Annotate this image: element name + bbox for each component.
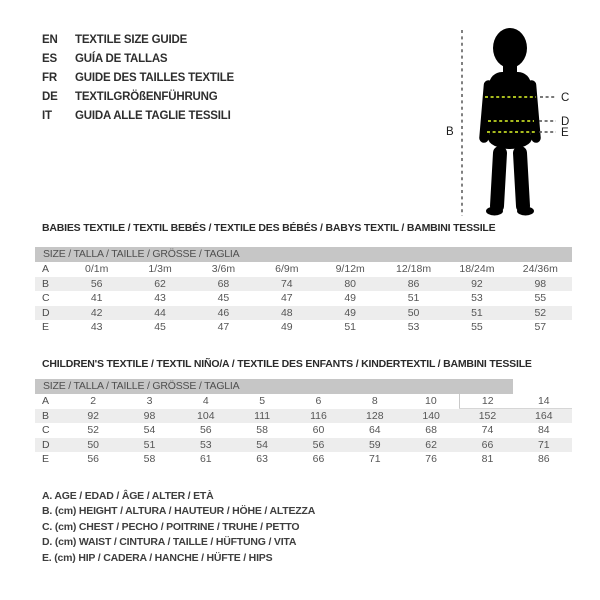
language-title: TEXTILGRÖßENFÜHRUNG (75, 91, 218, 103)
size-cell: 68 (425, 424, 437, 437)
child-measurement-figure (435, 12, 600, 227)
child-silhouette-diagram (435, 12, 600, 227)
size-cell: 140 (422, 409, 440, 422)
size-cell: 44 (154, 306, 166, 319)
table-row (35, 438, 572, 453)
size-cell: 56 (90, 277, 103, 290)
legend-item: B. (cm) HEIGHT / ALTURA / HAUTEUR / HÖHE / ALTEZZA (42, 505, 316, 518)
size-cell: 86 (407, 277, 420, 290)
size-cell: 4 (202, 395, 209, 408)
legend-item: D. (cm) WAIST / CINTURA / TAILLE / HÜFTUNG / VITA (42, 536, 297, 549)
babies-size-table (35, 262, 572, 335)
size-cell: 45 (154, 321, 166, 334)
size-cell: 9/12m (335, 263, 365, 276)
language-title-row (42, 107, 234, 126)
size-cell: 51 (471, 306, 483, 319)
size-cell: 55 (471, 321, 483, 334)
size-cell: 53 (407, 321, 420, 334)
size-cell: 59 (368, 438, 381, 451)
size-cell: 5 (259, 395, 266, 408)
language-title: GUIDE DES TAILLES TEXTILE (75, 72, 234, 84)
size-cell: 8 (371, 395, 378, 408)
size-cell: 104 (197, 409, 215, 422)
size-cell: 98 (534, 277, 547, 290)
legend-item: E. (cm) HIP / CADERA / HANCHE / HÜFTE / HIPS (42, 551, 273, 564)
size-cell: 152 (478, 410, 497, 422)
size-cell: 46 (217, 306, 230, 319)
size-cell: 66 (481, 438, 494, 451)
language-code: EN (42, 34, 58, 46)
size-cell: 71 (537, 438, 550, 451)
language-title-row (42, 31, 234, 50)
children-section-title: CHILDREN'S TEXTILE / TEXTIL NIÑO/A / TEXTILE DES ENFANTS / KINDERTEXTIL / BAMBINI TESSILE (42, 358, 532, 370)
babies-section-title: BABIES TEXTILE / TEXTIL BEBÉS / TEXTILE DES BÉBÉS / BABYS TEXTIL / BAMBINI TESSILE (42, 222, 496, 234)
size-cell: 81 (481, 453, 494, 466)
size-cell: 43 (154, 292, 166, 305)
size-cell: 57 (534, 321, 547, 334)
measurement-legend (42, 489, 315, 566)
table-row (35, 320, 572, 335)
language-code: ES (42, 53, 57, 65)
size-cell: 47 (280, 292, 293, 305)
chest-label: C (561, 92, 570, 104)
size-cell: 49 (280, 321, 293, 334)
size-cell: 53 (471, 292, 483, 305)
size-cell: 66 (312, 453, 325, 466)
table-row (35, 262, 572, 277)
size-cell: 86 (537, 453, 550, 466)
table-row (35, 423, 572, 438)
language-code: DE (42, 91, 58, 103)
language-code: IT (42, 110, 52, 122)
size-cell: 18/24m (459, 263, 495, 276)
row-label: B (42, 277, 50, 290)
language-title-row (42, 69, 234, 88)
size-cell: 62 (425, 438, 437, 451)
size-cell: 116 (310, 409, 327, 422)
row-label: B (42, 409, 50, 422)
size-cell: 50 (87, 438, 99, 451)
size-cell: 54 (143, 424, 156, 437)
table-row (35, 452, 572, 467)
size-cell: 164 (535, 410, 553, 422)
size-cell: 12/18m (396, 263, 432, 276)
row-label: A (42, 263, 50, 276)
size-cell: 80 (344, 277, 357, 290)
size-cell: 60 (312, 424, 325, 437)
table-row (35, 409, 572, 424)
size-cell: 12 (459, 394, 515, 409)
size-cell: 62 (154, 277, 166, 290)
size-cell: 71 (368, 453, 381, 466)
size-cell: 58 (256, 424, 268, 437)
size-cell: 51 (344, 321, 357, 334)
size-cell: 6 (315, 395, 322, 408)
table-row (35, 394, 572, 409)
children-size-table (35, 394, 572, 467)
size-cell: 48 (280, 306, 293, 319)
size-cell: 56 (87, 453, 99, 466)
size-cell: 49 (344, 306, 357, 319)
size-cell: 14 (516, 394, 572, 409)
size-cell: 50 (407, 306, 420, 319)
language-title-row (42, 88, 234, 107)
row-label: D (42, 306, 50, 319)
size-cell: 74 (280, 277, 293, 290)
size-cell: 41 (90, 292, 103, 305)
table-row (35, 291, 572, 306)
size-cell: 42 (90, 306, 103, 319)
size-cell: 1/3m (148, 263, 172, 276)
size-cell: 54 (256, 438, 268, 451)
language-title: GUIDA ALLE TAGLIE TESSILI (75, 110, 231, 122)
babies-size-header: SIZE / TALLA / TAILLE / GRÖSSE / TAGLIA (35, 247, 572, 262)
legend-item: C. (cm) CHEST / PECHO / POITRINE / TRUHE / PETTO (42, 520, 300, 533)
size-cell: 52 (534, 306, 547, 319)
language-title-row (42, 50, 234, 69)
size-cell: 56 (199, 424, 212, 437)
size-cell: 3 (146, 395, 153, 408)
size-cell: 92 (471, 277, 483, 290)
row-label: D (42, 438, 50, 451)
size-cell: 6/9m (275, 263, 299, 276)
size-cell: 10 (425, 395, 437, 408)
size-cell: 98 (143, 409, 156, 422)
language-code: FR (42, 72, 57, 84)
size-cell: 74 (481, 424, 494, 437)
size-cell: 43 (90, 321, 103, 334)
language-title: TEXTILE SIZE GUIDE (75, 34, 188, 46)
size-cell: 45 (217, 292, 230, 305)
children-size-header: SIZE / TALLA / TAILLE / GRÖSSE / TAGLIA (35, 379, 572, 394)
table-row (35, 306, 572, 321)
size-cell: 24/36m (522, 263, 558, 276)
size-cell: 3/6m (211, 263, 236, 276)
row-label: E (42, 453, 50, 466)
language-title-list (42, 31, 234, 126)
size-cell: 68 (217, 277, 230, 290)
size-cell: 92 (87, 409, 99, 422)
size-cell: 2 (90, 395, 97, 408)
size-cell: 56 (312, 438, 325, 451)
row-label: C (42, 292, 50, 305)
row-label: E (42, 321, 50, 334)
size-cell: 53 (199, 438, 212, 451)
height-label: B (446, 126, 454, 138)
size-cell: 52 (87, 424, 99, 437)
size-cell: 84 (537, 424, 550, 437)
size-cell: 58 (143, 453, 156, 466)
size-cell: 47 (217, 321, 230, 334)
size-cell: 49 (344, 292, 357, 305)
size-cell: 111 (254, 409, 271, 422)
size-cell: 63 (256, 453, 268, 466)
size-cell: 51 (143, 438, 156, 451)
size-cell: 61 (199, 453, 212, 466)
size-cell: 51 (407, 292, 420, 305)
hip-label: E (561, 127, 569, 139)
size-cell: 64 (368, 424, 381, 437)
table-row (35, 277, 572, 292)
legend-item: A. AGE / EDAD / ÂGE / ALTER / ETÀ (42, 490, 214, 502)
row-label: A (42, 395, 50, 408)
size-cell: 0/1m (85, 263, 109, 276)
row-label: C (42, 424, 50, 437)
size-cell: 128 (366, 409, 384, 422)
waist-label: D (561, 116, 570, 128)
language-title: GUÍA DE TALLAS (75, 53, 168, 65)
size-cell: 76 (425, 453, 437, 466)
size-cell: 55 (534, 292, 547, 305)
